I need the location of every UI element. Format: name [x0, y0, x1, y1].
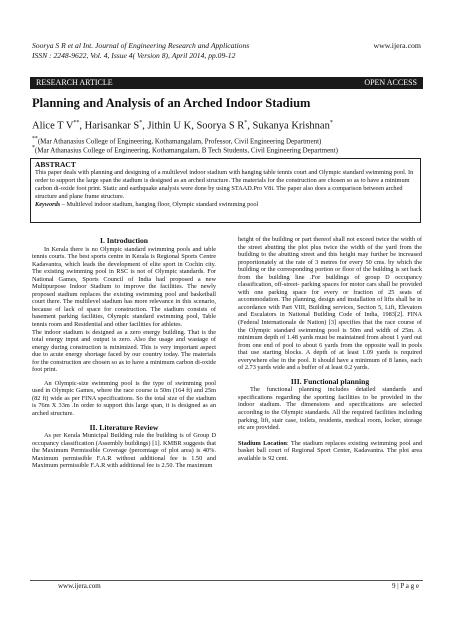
- footer-divider: [30, 580, 423, 581]
- paragraph: In Kerala there is no Olympic standard swimming pools and table tennis courts. The best sports centre in Kerala is Regional Sports Centre Kadavantra, which leads the development of elite sport in Cochin city. The existing swimming pool in RSC is not of Olympic standards. For National Games, Sports Council of India had proposed a new Multipurpose Indoor Stadium to improve the facilities. The newly proposed stadium replaces the existing swimming pool and basketball court there. The multilevel stadium has more relevance in this scenario, because of lack of space for construction. The stadium consists of basement parking facilities, Olympic standard swimming pool, Table tennis room and Residential and other facilities for athletes.: [32, 245, 216, 329]
- left-column: [32, 237, 216, 470]
- paragraph: height of the building or part thereof shall not exceed twice the width of the street abutting the plot plus twice the width of the yard from the building to the abutting street and this height may further be increased proportionately at the rate of 3 metres for every 50 cms. by which the building or the corresponding portion or floor of the building is set back from the building line .For buildings of group D occupancy classification, off-street- parking spaces for motor cars shall be provided with one parking space for every or fraction of 25 seats of accommodation. The planning, design and installation of lifts shall be in accordance with Part VIII, Building services, Section 5, Lift, Elevators and Escalators in National Building Code of India, 1983[2]. FINA (Federal Internationale de Nation) [3] specifies that the race course of the Olympic standard swimming pool is 50m and width of 25m. A minimum depth of 1.48 yards must be maintained from about 1 yard out from one end of pool to about 6 yards from the opposite wall in pools that use starting blocks. A depth of at least 1.09 yards is required everywhere else in the pool. It should have a minimum of 8 lanes, each of 2.73 yards wide and a buffer of at least 0.2 yards.: [238, 236, 422, 372]
- paragraph: The indoor stadium is designed as a zero energy building. That is the total energy input and output is zero. Also the usage and wastage of energy during construction is minimized. This is very important aspect due to acute energy shortage faced by our country today. The materials for the construction are chosen so as to have a minimum carbon di-oxide foot print.: [32, 328, 216, 374]
- header-website-link[interactable]: www.ijera.com: [373, 41, 421, 50]
- author-name: , Harisankar S: [79, 120, 140, 132]
- citation-line-1: Soorya S R et al Int. Journal of Engineering Research and Applications: [32, 41, 250, 50]
- author-mark: **: [73, 120, 80, 126]
- stadium-location-text: : The stadium replaces existing swimming pool and basket ball court of Regional Sport Center, Kadavantra. The plot area available is 92 cent.: [238, 439, 423, 462]
- affiliation-mark: **: [32, 136, 38, 142]
- abstract-heading: ABSTRACT: [35, 160, 76, 169]
- author-name: , Sukanya Krishnan: [247, 120, 330, 132]
- section-heading-functional-planning: III. Functional planning: [290, 376, 370, 386]
- author-mark: *: [139, 120, 143, 126]
- section-heading-introduction: I. Introduction: [100, 236, 148, 245]
- affiliation-text: (Mar Athanasius College of Engineering, Kothamangalam, Professor, Civil Engineering Department): [37, 137, 322, 146]
- keywords-line: [35, 201, 416, 209]
- author-name: , Jithin U K, Soorya S R: [142, 120, 245, 132]
- author-name: Alice T V: [32, 120, 74, 132]
- abstract-text: This paper deals with planning and designing of a multilevel indoor stadium with hanging table tennis court and Olympic standard swimming pool. In order to support the large span the stadium is designed as an arched structure. The materials for the construction are chosen so as to have a minimum carbon di-oxide foot print. Static and earthquake analysis were done by using STAAD.Pro V8i. The paper also does a comparison between arched structure and plane frame structure.: [35, 168, 414, 200]
- affiliation-2: [32, 144, 338, 155]
- citation-line-2: ISSN : 2248-9622, Vol. 4, Issue 4( Version 8), April 2014, pp.09-12: [32, 51, 236, 60]
- research-article-label: RESEARCH ARTICLE: [36, 78, 113, 87]
- stadium-location-label: Stadium Location: [238, 439, 287, 447]
- paper-title: Planning and Analysis of an Arched Indoor Stadium: [32, 96, 311, 110]
- paragraph: The functional planning includes detailed standards and specifications regarding the sporting facilities to be provided in the indoor stadium. The dimensions and specifications are selected according to the Olympic standards. All the required facilities including parking, lift, stair case, toilets, residents, medical room, locker, storage etc are provided.: [238, 386, 422, 432]
- affiliation-mark: *: [32, 145, 35, 151]
- author-mark: *: [244, 120, 248, 126]
- author-list: [32, 120, 333, 132]
- journal-citation: [32, 41, 249, 61]
- open-access-label: OPEN ACCESS: [364, 78, 417, 87]
- right-column: [238, 236, 422, 462]
- page-number: 9 | P a g e: [392, 582, 419, 590]
- footer-website-link[interactable]: www.ijera.com: [58, 582, 101, 590]
- abstract-box: [30, 158, 421, 223]
- author-mark: *: [329, 120, 333, 126]
- paragraph: An Olympic-size swimming pool is the type of swimming pool used in Olympic Games, where the race course is 50m (164 ft) and 25m (82 ft) wide as per FINA specifications. So the total size of the stadium is 76m X 33m .In order to support this large span, it is designed as an arched structure.: [32, 379, 216, 418]
- keywords-label: Keywords: [35, 200, 61, 208]
- keywords-text: – Multilevel indoor stadium, hanging floor, Olympic standard swimming pool: [60, 200, 259, 208]
- affiliation-text: (Mar Athanasius College of Engineering, Kothamangalam, B Tech Students, Civil Engineering Department): [34, 146, 338, 155]
- article-banner: [30, 77, 423, 89]
- section-heading-literature-review: II. Literature Review: [89, 422, 159, 432]
- paragraph: As per Kerala Municipal Building rule the building is of Group D occupancy classification (Assembly buildings) [1]. KMBR suggests that the Maximum Permissible Coverage (percentage of plot area) is 40%. Maximum permissible F.A.R without additional fee is 1.50 and Maximum permissible F.A.R with additional fee is 2.50. The maximum: [32, 432, 216, 470]
- paragraph: [238, 440, 422, 463]
